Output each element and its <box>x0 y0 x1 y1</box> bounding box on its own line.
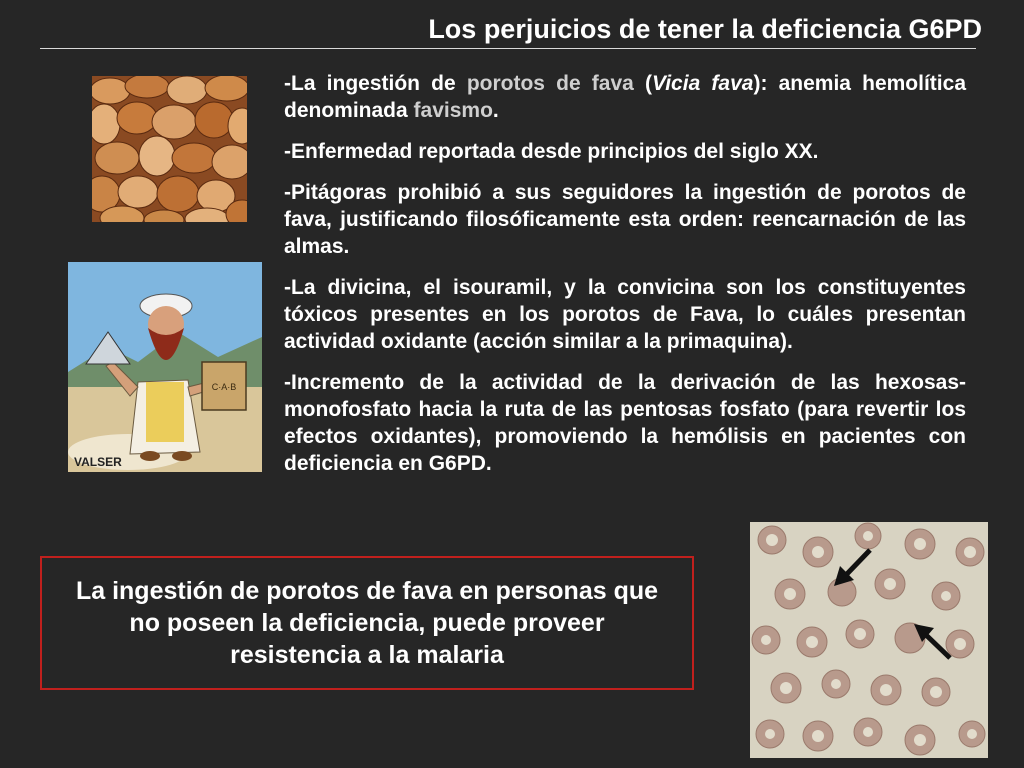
cartoon-signature: VALSER <box>74 455 122 469</box>
fava-beans-image <box>92 76 247 222</box>
bullet-pitagoras: -Pitágoras prohibió a sus seguidores la ingestión de porotos de fava, justificando filosóficamente esta orden: reencarnación de las almas. <box>284 181 966 258</box>
bullet-hexosas: -Incremento de la actividad de la derivación de las hexosas-monofosfato hacia la ruta de las pentosas fosfato (para revertir los efectos oxidantes), promoviendo la hemólisis en pacientes con deficiencia en G6PD. <box>284 371 966 475</box>
bullet-siglo-xx: -Enfermedad reportada desde principios del siglo XX. <box>284 140 819 163</box>
italic-vicia-fava: Vicia fava <box>652 72 754 95</box>
bullet-list <box>284 70 966 491</box>
bullet-favismo: -La ingestión de porotos de fava (Vicia fava): anemia hemolítica denominada favismo. <box>284 72 966 122</box>
blood-smear-image <box>750 522 988 758</box>
bullet-toxicos: -La divicina, el isouramil, y la convicina son los constituyentes tóxicos presentes en los porotos de Fava, lo cuáles presentan actividad oxidante (acción similar a la primaquina). <box>284 276 966 353</box>
pythagoras-cartoon-image <box>68 262 262 472</box>
conclusion-text: La ingestión de porotos de fava en personas que no poseen la deficiencia, puede proveer resistencia a la malaria <box>75 577 659 669</box>
highlight-porotos-de-fava: porotos de fava <box>466 72 634 95</box>
slide-title: Los perjuicios de tener la deficiencia G6PD <box>428 14 982 44</box>
cartoon-board-text: C·A·B <box>211 382 237 392</box>
title-divider <box>40 48 976 49</box>
conclusion-box <box>40 556 694 690</box>
highlight-favismo: favismo <box>413 99 493 122</box>
